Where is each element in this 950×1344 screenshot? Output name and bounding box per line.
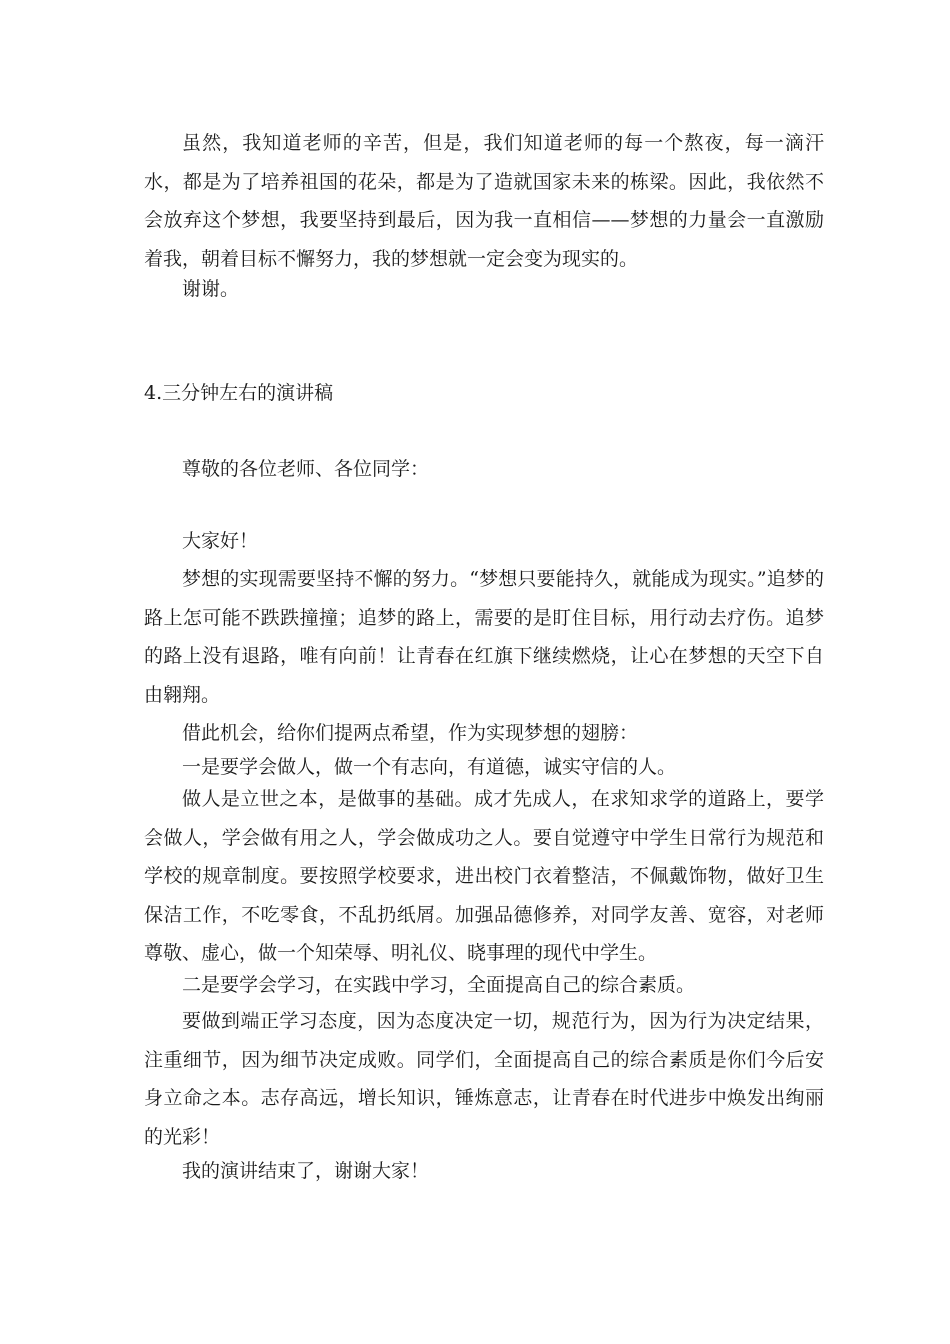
paragraph-dream-persistence: 虽然，我知道老师的辛苦，但是，我们知道老师的每一个熬夜，每一滴汗水，都是为了培养祖国的花朵，都是为了造就国家未来的栋梁。因此，我依然不会放弃这个梦想，我要坚持到最后，因为我一直相信——梦想的力量会一直激励着我，朝着目标不懈努力，我的梦想就一定会变为现实的。 [144,132,824,270]
greeting: 大家好！ [182,530,259,552]
paragraph-conduct: 做人是立世之本，是做事的基础。成才先成人，在求知求学的道路上，要学会做人，学会做有用之人，学会做成功之人。要自觉遵守中学生日常行为规范和学校的规章制度。要按照学校要求，进出校门衣着整洁，不佩戴饰物，做好卫生保洁工作，不吃零食，不乱扔纸屑。加强品德修养，对同学友善、宽容，对老师尊敬、虚心，做一个知荣辱、明礼仪、晓事理的现代中学生。 [144,788,824,964]
paragraph-study: 要做到端正学习态度，因为态度决定一切，规范行为，因为行为决定结果，注重细节，因为细节决定成败。同学们，全面提高自己的综合素质是你们今后安身立命之本。志存高远，增长知识，锤炼意志，让青春在时代进步中焕发出绚丽的光彩！ [144,1010,824,1148]
paragraph-thanks: 谢谢。 [182,278,240,300]
paragraph-hope-one: 一是要学会做人，做一个有志向，有道德，诚实守信的人。 [182,756,677,778]
section-title: 4.三分钟左右的演讲稿 [144,382,334,404]
salutation: 尊敬的各位老师、各位同学： [182,458,430,480]
paragraph-closing: 我的演讲结束了，谢谢大家！ [182,1160,430,1182]
paragraph-dream-effort: 梦想的实现需要坚持不懈的努力。“梦想只要能持久，就能成为现实。”追梦的路上怎可能不跌跌撞撞；追梦的路上，需要的是盯住目标，用行动去疗伤。追梦的路上没有退路，唯有向前！让青春在红旗下继续燃烧，让心在梦想的天空下自由翱翔。 [144,568,824,706]
paragraph-two-hopes: 借此机会，给你们提两点希望，作为实现梦想的翅膀： [182,722,639,744]
paragraph-hope-two: 二是要学会学习，在实践中学习，全面提高自己的综合素质。 [182,974,696,996]
